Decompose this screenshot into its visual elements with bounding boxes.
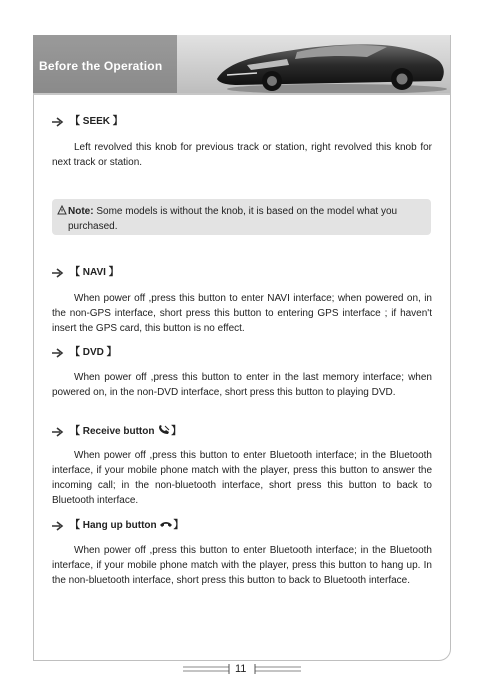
heading-text: 【 NAVI 】 — [70, 267, 119, 278]
section-heading-hangup — [52, 519, 183, 533]
section-heading-navi — [52, 266, 119, 280]
page-number: 11 — [235, 663, 247, 675]
sports-car-image — [177, 35, 450, 93]
section-heading-dvd — [52, 346, 117, 360]
heading-text: 【 SEEK 】 — [70, 116, 123, 127]
note-body: Some models is without the knob, it is based on the model what you purchased. — [68, 206, 398, 232]
arrow-bullet-icon — [52, 268, 64, 278]
header-title-box — [33, 35, 177, 93]
footer-rule-left — [183, 664, 231, 674]
arrow-bullet-icon — [52, 117, 64, 127]
page-header — [33, 35, 450, 95]
note-text — [68, 204, 423, 234]
arrow-bullet-icon — [52, 348, 64, 358]
section-body-navi: When power off ,press this button to enter NAVI interface; when powered on, in the non-GPS interface, short press this button to entering GPS interface ; if haven't insert the GPS card, this button is no effect. — [52, 293, 432, 334]
section-body-seek: Left revolved this knob for previous track or station, right revolved this knob for next track or station. — [52, 142, 432, 168]
arrow-bullet-icon — [52, 521, 64, 531]
heading-text: 【 DVD 】 — [70, 347, 117, 358]
section-body-receive: When power off ,press this button to enter Bluetooth interface; in the Bluetooth interface, if your mobile phone match with the player, press this button to answer the incoming call; in the non-bluetooth interface, short press this button to back to Bluetooth interface. — [52, 450, 432, 506]
warning-icon — [57, 205, 67, 215]
note-label: Note: — [68, 206, 94, 217]
section-heading-seek — [52, 115, 123, 129]
note-box — [52, 199, 431, 235]
header-title: Before the Operation — [39, 59, 163, 73]
page-footer — [183, 662, 301, 676]
section-body-dvd: When power off ,press this button to enter in the last memory interface; when powered on, in the non-DVD interface, short press this button to playing DVD. — [52, 372, 432, 398]
phone-receive-icon — [157, 425, 171, 435]
footer-rule-right — [253, 664, 301, 674]
section-heading-receive — [52, 425, 181, 439]
heading-text: 【 Receive button 】 — [70, 426, 182, 437]
phone-hangup-icon — [159, 519, 173, 529]
section-body-hangup: When power off ,press this button to enter Bluetooth interface; in the Bluetooth interface, if your mobile phone match with the player, press this button to hang up. In the non-bluetooth interface, short press this button to back to Bluetooth interface. — [52, 545, 432, 586]
heading-text: 【 Hang up button 】 — [70, 520, 184, 531]
arrow-bullet-icon — [52, 427, 64, 437]
